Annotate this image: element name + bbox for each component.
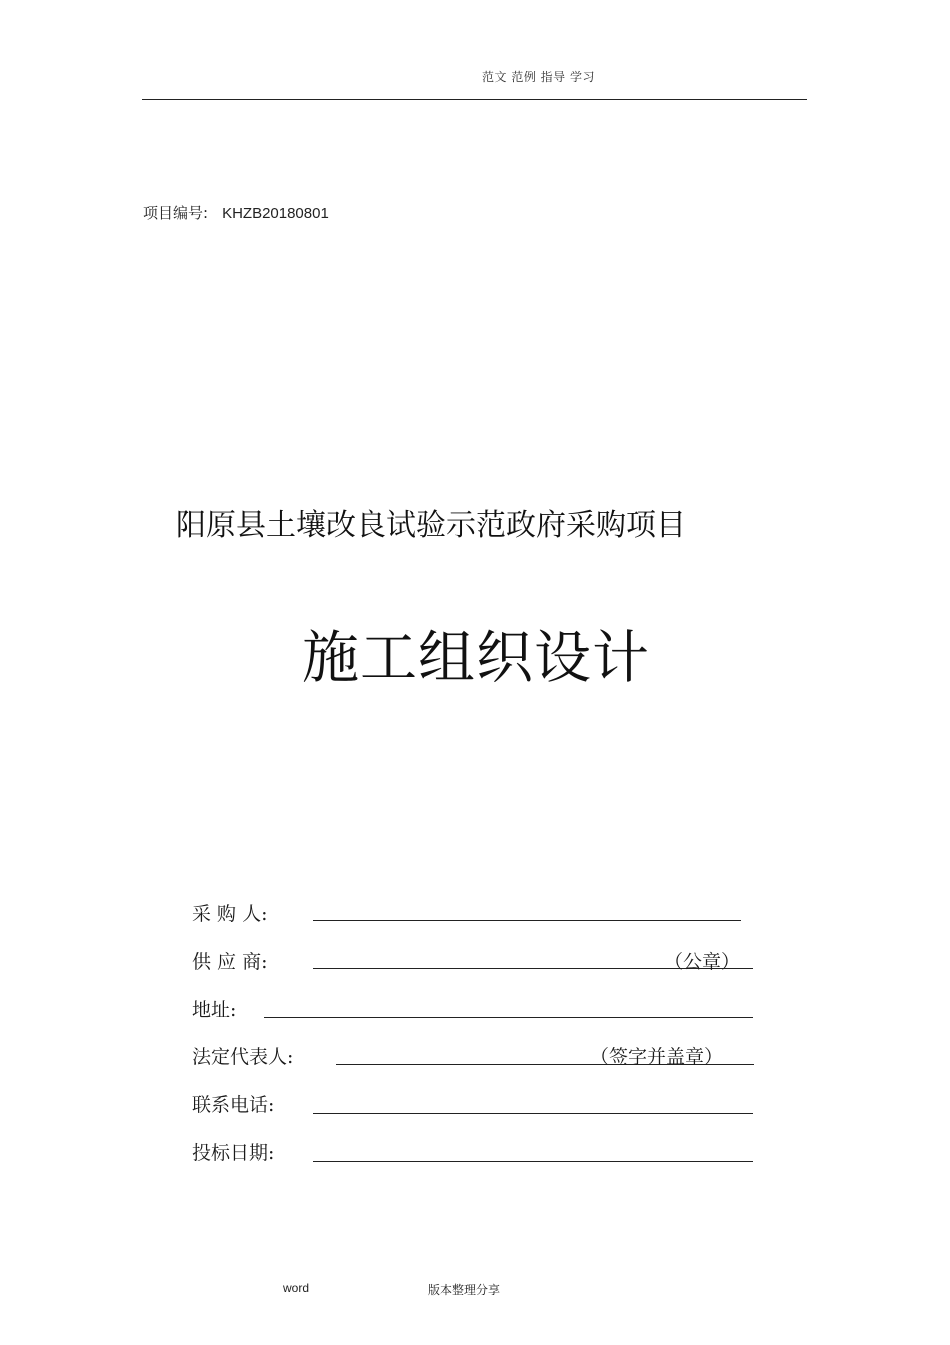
footer-share-text: 版本整理分享	[428, 1283, 501, 1297]
project-title: 阳原县土壤改良试验示范政府采购项目	[176, 508, 686, 543]
bid-date-label: 投标日期:	[192, 1142, 275, 1164]
page-header-text: 范文 范例 指导 学习	[482, 70, 595, 84]
document-title: 施工组织设计	[302, 625, 650, 691]
purchaser-label: 采 购 人:	[192, 903, 268, 925]
phone-line[interactable]	[313, 1113, 753, 1114]
phone-label: 联系电话:	[192, 1094, 275, 1116]
legal-rep-sign-note: （签字并盖章）	[590, 1046, 724, 1068]
header-divider	[142, 99, 807, 100]
footer-word: word	[283, 1281, 310, 1295]
legal-rep-label: 法定代表人:	[192, 1046, 294, 1068]
bid-date-line[interactable]	[313, 1161, 753, 1162]
project-number-value: KHZB20180801	[222, 205, 329, 222]
supplier-label: 供 应 商:	[192, 951, 268, 973]
address-line[interactable]	[264, 1017, 753, 1018]
project-number-label: 项目编号:	[143, 204, 209, 222]
project-number	[143, 202, 329, 223]
address-label: 地址:	[192, 999, 237, 1021]
supplier-seal-note: （公章）	[664, 951, 741, 973]
purchaser-line[interactable]	[313, 920, 741, 921]
